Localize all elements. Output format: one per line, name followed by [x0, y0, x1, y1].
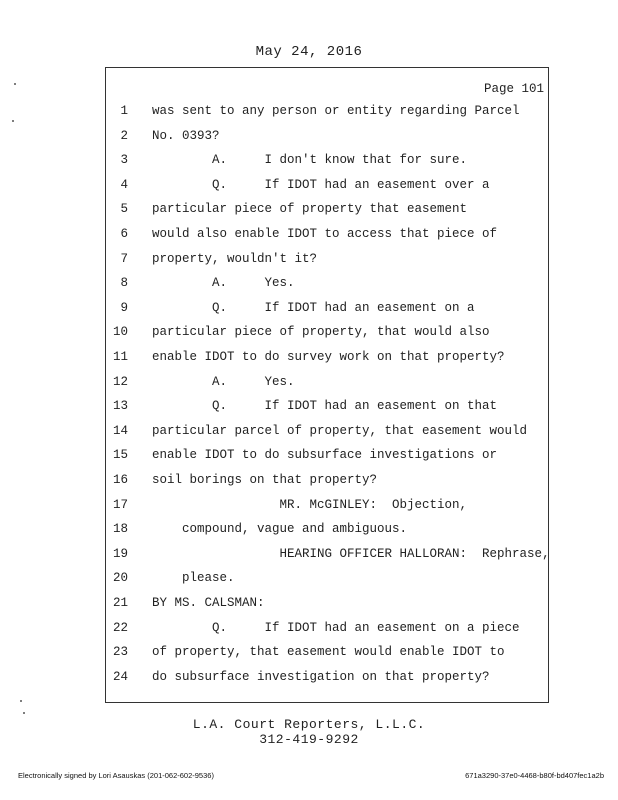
- page-number: Page 101: [483, 82, 544, 96]
- line-number: 23: [112, 645, 128, 660]
- transcript-line: [0, 448, 560, 468]
- transcript-line: [0, 153, 560, 173]
- line-number: 14: [112, 423, 128, 438]
- transcript-line: [0, 424, 560, 444]
- reporter-name: L.A. Court Reporters, L.L.C.: [192, 717, 426, 732]
- line-text: enable IDOT to do survey work on that property?: [152, 350, 505, 364]
- line-number: 18: [112, 522, 128, 537]
- transcript-line: [0, 325, 560, 345]
- reporter-phone: 312-419-9292: [259, 732, 359, 747]
- line-text: property, wouldn't it?: [152, 251, 318, 266]
- line-number: 9: [120, 300, 128, 315]
- line-text: would also enable IDOT to access that piece of: [152, 227, 498, 241]
- line-text: Q. If IDOT had an easement over a: [152, 177, 490, 192]
- line-number: 24: [112, 669, 128, 684]
- transcript-line: [0, 522, 560, 542]
- line-number: 13: [112, 399, 128, 414]
- transcript-line: [0, 129, 560, 149]
- transcript-line: [0, 596, 560, 616]
- line-text: MR. McGINLEY: Objection,: [152, 497, 468, 512]
- line-number: 3: [120, 153, 128, 168]
- line-text: particular parcel of property, that easement would: [152, 423, 528, 438]
- line-number: 1: [120, 104, 128, 118]
- line-number: 22: [112, 620, 128, 635]
- transcript-line: [0, 178, 560, 198]
- line-text: A. I don't know that for sure.: [152, 153, 468, 168]
- line-text: A. Yes.: [152, 374, 295, 389]
- scan-speck: [12, 120, 14, 122]
- line-text: compound, vague and ambiguous.: [152, 522, 408, 537]
- line-text: Q. If IDOT had an easement on a piece: [152, 620, 520, 635]
- line-number: 16: [112, 473, 128, 487]
- line-text: particular piece of property, that would also: [152, 325, 490, 340]
- line-number: 19: [112, 546, 128, 561]
- line-text: No. 0393?: [152, 128, 220, 143]
- line-number: 17: [112, 497, 128, 512]
- line-number: 5: [120, 202, 128, 217]
- line-number: 11: [112, 350, 128, 364]
- line-number: 15: [112, 448, 128, 463]
- transcript-line: [0, 571, 560, 591]
- line-text: please.: [152, 571, 235, 586]
- transcript-line: [0, 621, 560, 641]
- line-number: 4: [120, 177, 128, 192]
- line-number: 8: [120, 276, 128, 291]
- line-number: 2: [120, 128, 128, 143]
- transcript-line: [0, 375, 560, 395]
- transcript-line: [0, 350, 560, 370]
- line-number: 21: [112, 596, 128, 610]
- transcript-line: [0, 547, 560, 567]
- transcript-line: [0, 202, 560, 222]
- transcript-line: [0, 301, 560, 321]
- scan-speck: [20, 700, 22, 702]
- transcript-line: [0, 473, 560, 493]
- line-number: 10: [112, 325, 128, 340]
- line-number: 7: [120, 251, 128, 266]
- line-text: BY MS. CALSMAN:: [152, 596, 265, 610]
- scan-speck: [14, 83, 16, 85]
- line-text: of property, that easement would enable IDOT to: [152, 645, 505, 660]
- line-text: A. Yes.: [152, 276, 295, 291]
- line-number: 12: [112, 374, 128, 389]
- line-text: was sent to any person or entity regarding Parcel: [152, 104, 520, 118]
- line-text: Q. If IDOT had an easement on that: [152, 399, 498, 414]
- transcript-line: [0, 252, 560, 272]
- scan-speck: [23, 712, 25, 714]
- transcript-date: May 24, 2016: [255, 44, 363, 60]
- line-text: enable IDOT to do subsurface investigations or: [152, 448, 498, 463]
- line-text: HEARING OFFICER HALLORAN: Rephrase,: [152, 546, 550, 561]
- transcript-line: [0, 276, 560, 296]
- transcript-line: [0, 227, 560, 247]
- line-text: particular piece of property that easement: [152, 202, 468, 217]
- document-id: 671a3290-37e0-4468-b80f-bd407fec1a2b: [465, 771, 604, 780]
- line-text: do subsurface investigation on that property?: [152, 669, 490, 684]
- signature-text: Electronically signed by Lori Asauskas (201-062-602-9536): [18, 771, 214, 780]
- transcript-line: [0, 399, 560, 419]
- line-number: 20: [112, 571, 128, 586]
- line-number: 6: [120, 227, 128, 241]
- line-text: soil borings on that property?: [152, 473, 378, 487]
- transcript-line: [0, 104, 560, 124]
- transcript-line: [0, 645, 560, 665]
- transcript-line: [0, 670, 560, 690]
- line-text: Q. If IDOT had an easement on a: [152, 300, 475, 315]
- transcript-line: [0, 498, 560, 518]
